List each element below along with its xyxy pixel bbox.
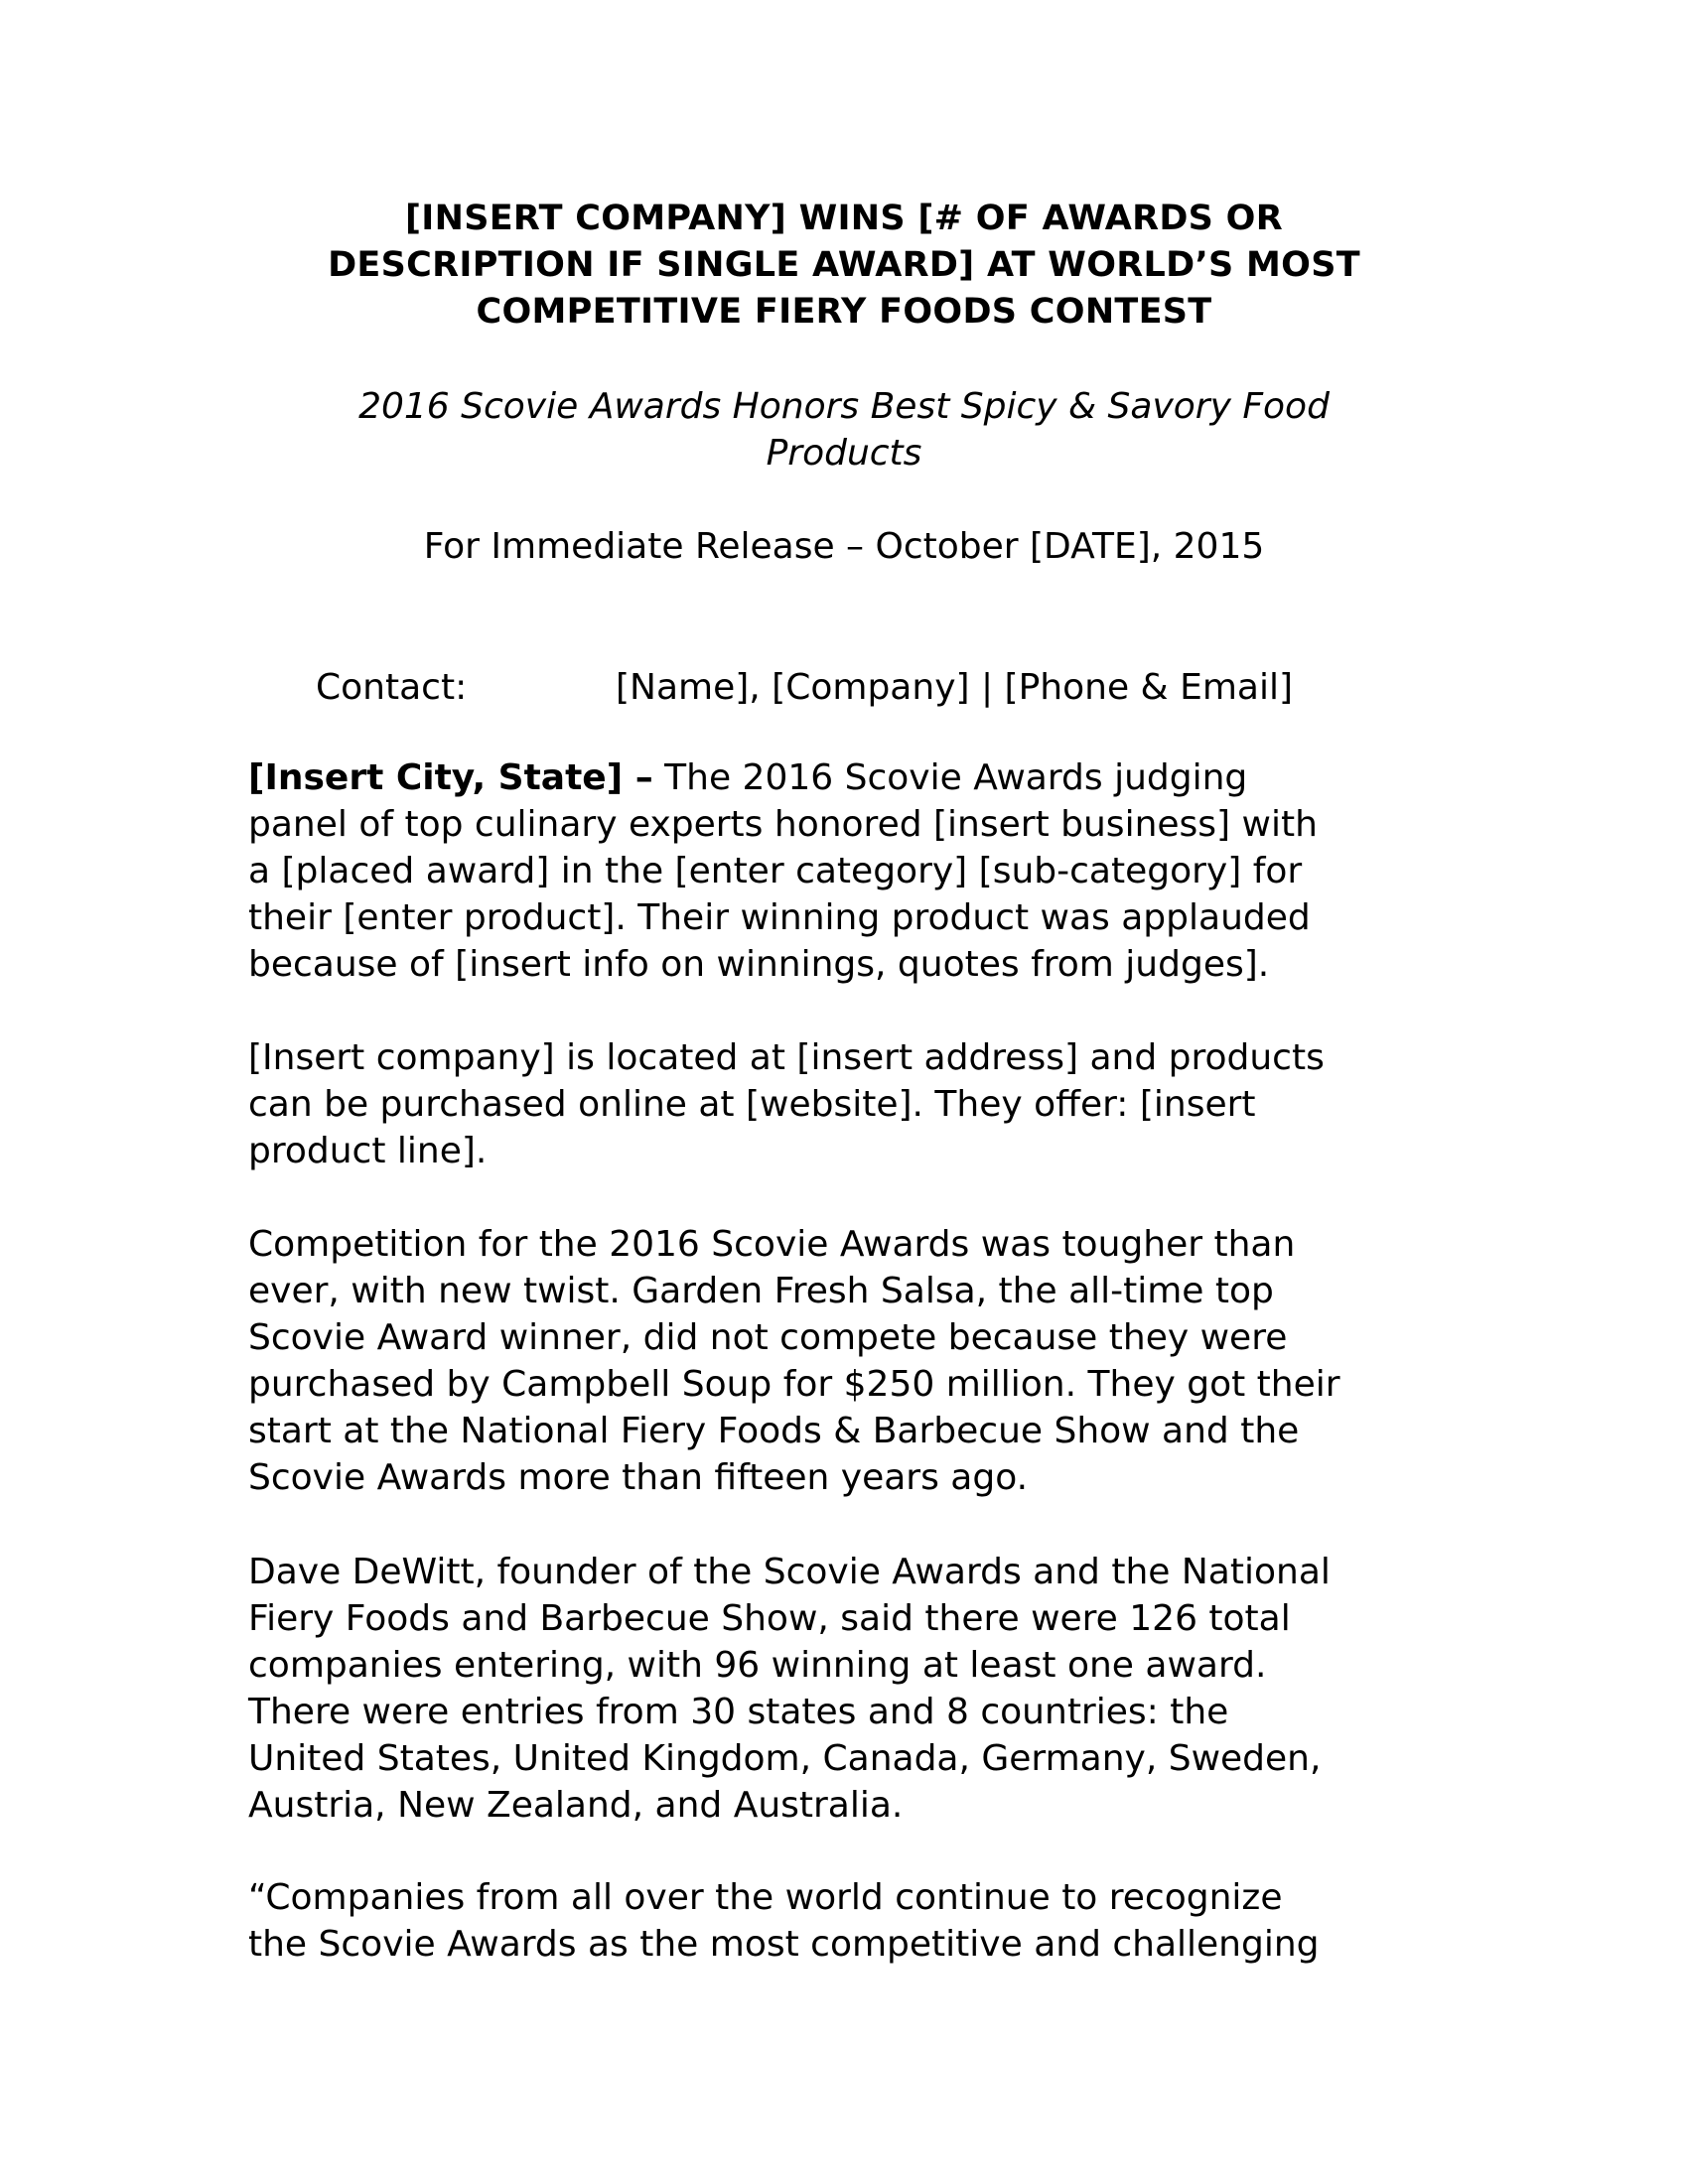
- paragraph-line: their [enter product]. Their winning product was applauded: [248, 897, 1311, 938]
- paragraph-line: can be purchased online at [website]. They offer: [insert: [248, 1084, 1256, 1125]
- paragraph-line: United States, United Kingdom, Canada, Germany, Sweden,: [248, 1738, 1322, 1779]
- subtitle-line: 2016 Scovie Awards Honors Best Spicy & Savory Food: [358, 386, 1330, 427]
- paragraph-line: Austria, New Zealand, and Australia.: [248, 1785, 904, 1826]
- body-paragraph-quote: [248, 1874, 1489, 1968]
- body-paragraph-intro: [248, 754, 1489, 988]
- dateline: [Insert City, State] –: [248, 757, 653, 798]
- paragraph-line: the Scovie Awards as the most competitive and challenging: [248, 1924, 1320, 1965]
- headline-line: COMPETITIVE FIERY FOODS CONTEST: [476, 292, 1212, 332]
- paragraph-line: start at the National Fiery Foods & Barbecue Show and the: [248, 1411, 1300, 1451]
- contact-label: Contact:: [316, 667, 468, 708]
- paragraph-line: panel of top culinary experts honored [insert business] with: [248, 804, 1318, 845]
- paragraph-line: There were entries from 30 states and 8 countries: the: [248, 1692, 1229, 1732]
- paragraph-line: Dave DeWitt, founder of the Scovie Awards and the National: [248, 1552, 1331, 1592]
- subtitle-line: Products: [766, 433, 922, 474]
- paragraph-line: [Insert company] is located at [insert address] and products: [248, 1037, 1325, 1078]
- headline-line: [INSERT COMPANY] WINS [# OF AWARDS OR: [405, 199, 1283, 238]
- paragraph-line: Fiery Foods and Barbecue Show, said there were 126 total: [248, 1598, 1291, 1639]
- paragraph-line: because of [insert info on winnings, quotes from judges].: [248, 944, 1270, 985]
- headline-line: DESCRIPTION IF SINGLE AWARD] AT WORLD’S MOST: [328, 245, 1360, 285]
- paragraph-line: companies entering, with 96 winning at least one award.: [248, 1645, 1267, 1686]
- contact-value: [Name], [Company] | [Phone & Email]: [616, 667, 1293, 708]
- press-release-headline: [228, 196, 1460, 336]
- body-paragraph-competition: [248, 1221, 1489, 1501]
- paragraph-line: ever, with new twist. Garden Fresh Salsa, the all-time top: [248, 1271, 1274, 1311]
- paragraph-line: [248, 754, 1489, 801]
- paragraph-line: Scovie Awards more than fifteen years ago.: [248, 1457, 1029, 1498]
- paragraph-line: purchased by Campbell Soup for $250 million. They got their: [248, 1364, 1340, 1405]
- paragraph-line: Competition for the 2016 Scovie Awards was tougher than: [248, 1224, 1296, 1265]
- paragraph-text: The 2016 Scovie Awards judging: [652, 757, 1248, 798]
- paragraph-line: a [placed award] in the [enter category] [sub-category] for: [248, 851, 1303, 891]
- body-paragraph-company: [248, 1034, 1489, 1174]
- release-date-line: For Immediate Release – October [DATE], 2015: [423, 526, 1265, 567]
- paragraph-line: “Companies from all over the world continue to recognize: [248, 1877, 1283, 1918]
- paragraph-line: Scovie Award winner, did not compete because they were: [248, 1317, 1288, 1358]
- body-paragraph-dewitt: [248, 1549, 1489, 1829]
- paragraph-line: product line].: [248, 1131, 488, 1171]
- press-release-subtitle: [228, 383, 1460, 477]
